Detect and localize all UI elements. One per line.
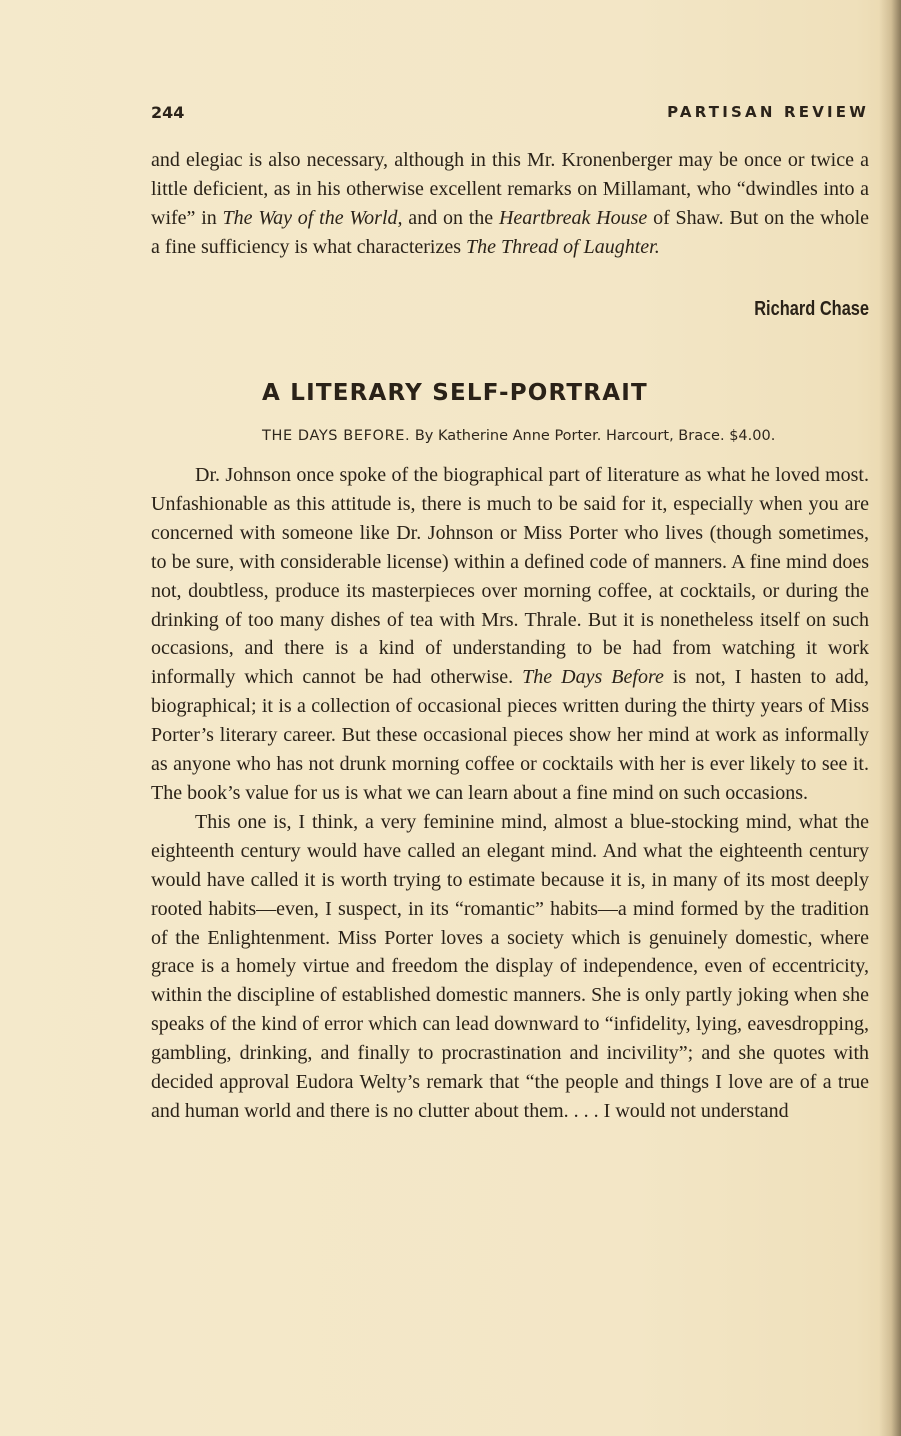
running-header — [151, 100, 869, 128]
previous-review-ending — [151, 146, 869, 262]
review-paragraph: Dr. Johnson once spoke of the biographical part of literature as what he loved most. Unfashionable as this attitude is, there is much to be said for it, especially when you are concerned with someone like Dr. Johnson or Miss Porter who lives (though sometimes, to be sure, with considerable license) within a defined code of manners. A fine mind does not, doubtless, produce its masterpieces over morning coffee, at cocktails, or during the drinking of too many dishes of tea with Mrs. Thrale. But it is nonetheless itself on such occasions, and there is a kind of understanding to be had from watching it work informally which cannot be had otherwise. The Days Before is not, I hasten to add, biographical; it is a collection of occasional pieces written during the thirty years of Miss Porter’s literary career. But these occasional pieces show her mind at work as informally as anyone who has not drunk morning coffee or cocktails with her is ever likely to see it. The book’s value for us is what we can learn about a fine mind on such occasions. — [151, 464, 869, 804]
closing-paragraph: and elegiac is also necessary, although in this Mr. Kronenberger may be once or twice a little deficient, as in his otherwise excellent remarks on Millamant, who “dwindles into a wife” in The Way of the World, and on the Heartbreak House of Shaw. But on the whole a fine sufficiency is what characterizes The Thread of Laughter. — [151, 149, 870, 258]
journal-title: PARTISAN REVIEW — [667, 103, 869, 121]
book-byline: By Katherine Anne Porter. Harcourt, Brace. $4.00. — [414, 428, 776, 444]
italic-title: Heartbreak House — [498, 206, 648, 229]
review-paragraph: This one is, I think, a very feminine mind, almost a blue-stocking mind, what the eighteenth century would have called an elegant mind. And what the eighteenth century would have called it is worth trying to estimate because it is, in many of its most deeply rooted habits—even, I suspect, in its “romantic” habits—a mind formed by the tradition of the Enlightenment. Miss Porter loves a society which is genuinely domestic, where grace is a homely virtue and freedom the display of independence, even of eccentricity, within the discipline of established domestic manners. She is only partly joking when she speaks of the kind of error which can lead downward to “infidelity, lying, eavesdropping, gambling, drinking, and finally to procrastination and incivility”; and she quotes with decided approval Eudora Welty’s remark that “the people and things I love are of a true and human world and there is no clutter about them. . . . I would not understand — [151, 810, 869, 1122]
binding-shadow — [879, 0, 901, 1436]
italic-title: The Thread of Laughter. — [466, 235, 660, 258]
book-citation — [262, 428, 866, 444]
italic-title: The Days Before — [522, 666, 664, 689]
review-title: A LITERARY SELF-PORTRAIT — [262, 380, 648, 406]
italic-title: The Way of the World, — [222, 206, 403, 229]
page-number: 244 — [151, 103, 185, 122]
review-body — [151, 461, 869, 1126]
book-title: THE DAYS BEFORE. — [262, 428, 411, 444]
reviewer-signature: Richard Chase — [754, 298, 869, 320]
